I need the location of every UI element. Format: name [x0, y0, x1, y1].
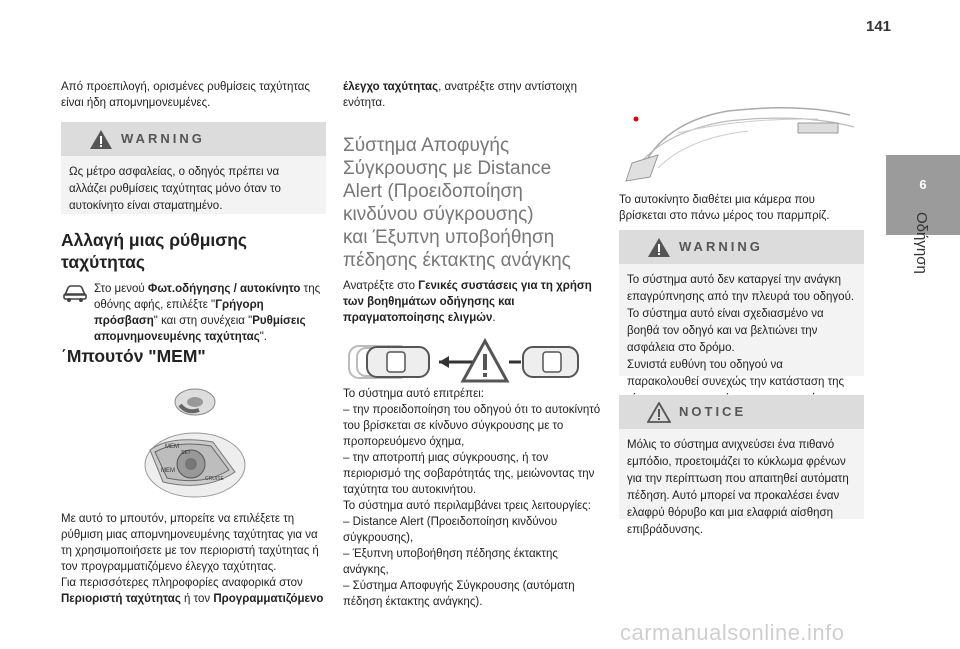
warning-icon — [89, 129, 113, 150]
section-heading-mem: ΄Μπουτόν "MEM" — [61, 346, 206, 366]
notice-text: Μόλις το σύστημα ανιχνεύσει ένα πιθανό εμπόδιο, προετοιμάζει το κύκλωμα φρένων για την περίπτωση που απαιτηθεί αυτόματη πέδηση. Αυτό μπορεί να προκαλέσει έναν ελαφρύ θόρυβο και μια ελαφριά αίσθηση επιβράδυνσης. — [627, 439, 849, 536]
stalk-label-cruise: CRUISE — [205, 476, 224, 482]
text-run: Για περισσότερες πληροφορίες αναφορικά στον — [61, 577, 303, 589]
title-line: και Έξυπνη υποβοήθηση — [343, 227, 555, 248]
warning-title: WARNING — [679, 239, 763, 254]
reference-text — [343, 278, 598, 326]
car-settings-icon — [62, 281, 88, 303]
title-line: κινδύνου σύγκρουσης) — [343, 204, 534, 225]
text-run: ". — [259, 331, 267, 343]
notice-icon — [647, 402, 671, 423]
cruise-control-link-cont[interactable]: έλεγχο ταχύτητας — [343, 81, 439, 93]
quick-access-label: Γρήγορη πρόσβαση — [94, 299, 264, 327]
text-run: Στο μενού — [94, 283, 148, 295]
body-line: Το σύστημα αυτό περιλαμβάνει τρεις λειτουργίες: — [343, 500, 591, 512]
text-run: , ανατρέξτε στην αντίστοιχη ενότητα. — [343, 81, 578, 109]
text-run: . — [492, 312, 496, 324]
bullet-item: – Σύστημα Αποφυγής Σύγκρουσης (αυτόματη πέδηση έκτακτης ανάγκης). — [343, 580, 575, 608]
bullet-item: – την αποτροπή μιας σύγκρουσης, ή τον περιορισμό της σοβαρότητάς της, μειώνοντας την ταχύτητα του αυτοκινήτου. — [343, 452, 595, 496]
menu-path: Φωτ.οδήγησης / αυτοκίνητο — [147, 283, 301, 295]
notice-box — [619, 395, 864, 536]
text-run: Ανατρέξτε στο — [343, 280, 419, 292]
camera-caption: Το αυτοκίνητο διαθέτει μια κάμερα που βρίσκεται στο πάνω μέρος του παρμπρίζ. — [619, 194, 830, 222]
continued-text — [343, 79, 595, 111]
more-info-text — [61, 575, 325, 607]
section-title-collision-avoidance — [343, 134, 603, 272]
warning-box-2 — [619, 230, 864, 388]
warning-text: Ως μέτρο ασφαλείας, ο οδηγός πρέπει να αλλάζει ρυθμίσεις ταχύτητας μόνο όταν το αυτοκίνητο είναι σταματημένο. — [69, 166, 281, 212]
general-recommendations-link[interactable]: Γενικές συστάσεις για τη χρήση των βοηθημάτων οδήγησης και πραγματοποίησης ελιγμών — [343, 280, 592, 324]
speed-settings-label: Ρυθμίσεις απομνημονευμένης ταχύτητας — [94, 315, 306, 343]
chapter-label: Οδήγηση — [913, 212, 930, 274]
collision-warning-illustration — [343, 337, 588, 387]
title-line: Σύγκρουσης με Distance — [343, 158, 552, 179]
notice-title: NOTICE — [679, 404, 747, 419]
stalk-label-mem-1: MEM — [165, 444, 179, 450]
chapter-number: 6 — [919, 177, 927, 192]
warning-title: WARNING — [121, 131, 205, 146]
speed-limiter-link[interactable]: Περιοριστή ταχύτητας — [61, 593, 181, 605]
page-number: 141 — [866, 18, 892, 35]
bullet-item: – Έξυπνη υποβοήθηση πέδησης έκτακτης ανάγκης, — [343, 548, 558, 576]
title-line: Alert (Προειδοποίηση — [343, 181, 523, 202]
stalk-label-mem-2: MEM — [161, 468, 175, 474]
text-run: ή τον — [180, 593, 214, 605]
watermark: carmanualsonline.info — [620, 620, 845, 645]
text-run: " και στη συνέχεια " — [153, 315, 253, 327]
bullet-item: – Distance Alert (Προειδοποίηση κινδύνου σύγκρουσης), — [343, 516, 558, 544]
system-description — [343, 386, 601, 610]
mem-description: Με αυτό το μπουτόν, μπορείτε να επιλέξετε τη ρύθμιση μιας απομνημονευμένης ταχύτητας για να τη χρησιμοποιήσετε με τον περιοριστή ταχύτητας ή τον προγραμματιζόμενο έλεγχο ταχύτητας. — [61, 513, 319, 573]
warning-box-1 — [61, 122, 326, 214]
heading-line-2: ταχύτητας — [61, 252, 146, 272]
heading-line-1: Αλλαγή μιας ρύθμισης — [61, 230, 248, 250]
warning-text: Το σύστημα αυτό δεν καταργεί την ανάγκη επαγρύπνησης από την πλευρά του οδηγού. Το σύστημα αυτό είναι σχεδιασμένο να βοηθά τον οδηγό και να βελτιώνει την ασφάλεια στο δρόμο. Συνιστά ευθύνη του οδηγού να παρακολουθεί συνεχώς την κατάσταση της — [627, 274, 855, 388]
cruise-control-link[interactable]: Προγραμματιζόμενο — [213, 593, 324, 605]
title-line: Σύστημα Αποφυγής — [343, 135, 510, 156]
title-line: πέδησης έκτακτης ανάγκης — [343, 250, 571, 271]
stalk-label-set: SET — [181, 450, 191, 456]
intro-text: Από προεπιλογή, ορισμένες ρυθμίσεις ταχύτητας είναι ήδη απομνημονευμένες. — [61, 81, 310, 109]
text-run: της οθόνης αφής, επιλέξτε " — [94, 283, 321, 311]
body-line: Το σύστημα αυτό επιτρέπει: — [343, 388, 484, 400]
windscreen-camera-illustration — [618, 93, 856, 183]
bullet-item: – την προειδοποίηση του οδηγού ότι το αυτοκίνητό του βρίσκεται σε κίνδυνο σύγκρουσης με το προπορευόμενο όχημα, — [343, 404, 601, 448]
mem-stalk-illustration — [125, 380, 250, 500]
section-heading-change-speed — [61, 229, 247, 273]
menu-instruction — [94, 281, 326, 345]
warning-icon — [647, 237, 671, 258]
